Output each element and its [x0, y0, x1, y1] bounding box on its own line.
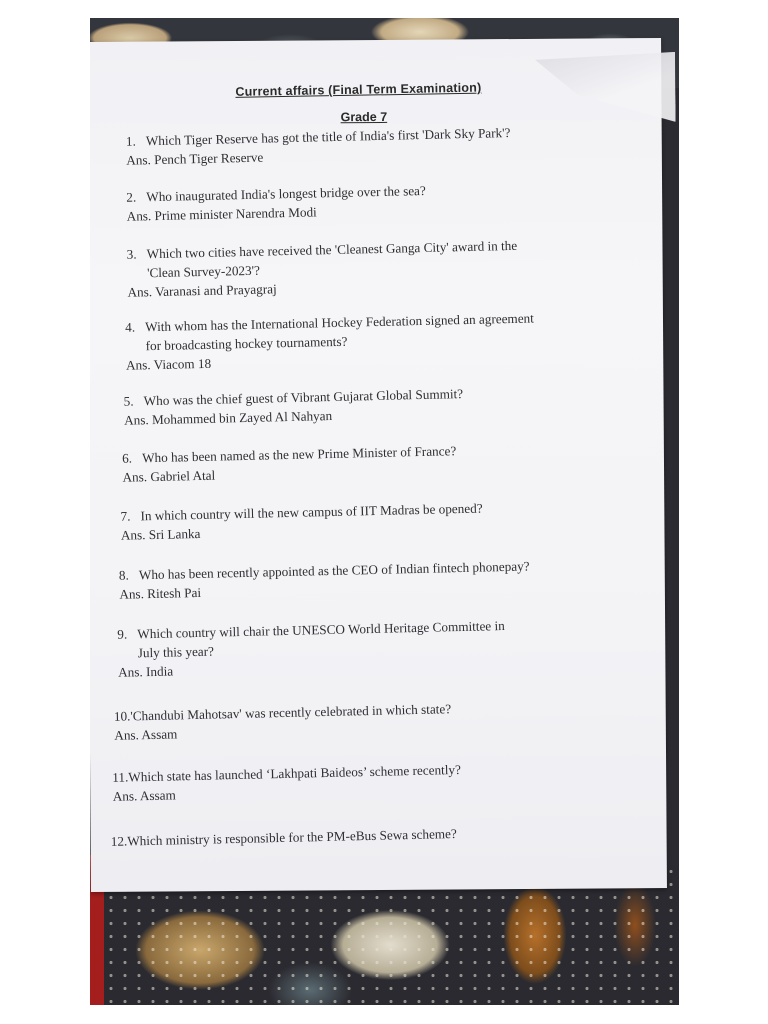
question-text: Which country will chair the UNESCO World Heritage Committee in [137, 618, 505, 642]
question-number: 1. [125, 133, 136, 149]
answer-text: Ans. Prime minister Narendra Modi [126, 204, 317, 224]
question-number: 3. [126, 246, 137, 262]
question-number: 8. [118, 567, 129, 583]
answer-text: Ans. Viacom 18 [125, 355, 212, 373]
question-number: 11. [112, 769, 129, 785]
question-text: Who has been recently appointed as the CEO of Indian fintech phonepay? [138, 558, 530, 583]
answer-text: Ans. Gabriel Atal [122, 467, 216, 485]
question-text: Who was the chief guest of Vibrant Gujarat Global Summit? [143, 386, 464, 409]
answer-text: Ans. India [118, 663, 174, 680]
question-number: 5. [123, 393, 134, 409]
question-text: Which Tiger Reserve has got the title of India's first 'Dark Sky Park'? [145, 125, 511, 149]
question [111, 824, 457, 851]
answer-text: Ans. Assam [112, 787, 176, 804]
qa-item-5 [123, 384, 463, 430]
qa-item-8 [119, 556, 530, 603]
qa-item-4 [125, 308, 535, 374]
document-photo [90, 18, 679, 1005]
grade-label: Grade 7 [340, 109, 388, 125]
question-number: 7. [120, 508, 131, 524]
question-text: With whom has the International Hockey Federation signed an agreement [145, 310, 534, 335]
question-text: Who has been named as the new Prime Minister of France? [141, 443, 457, 466]
question-number: 9. [117, 626, 128, 642]
answer-text: Ans. Sri Lanka [120, 525, 201, 543]
question-number: 12. [110, 833, 128, 849]
question-text: Which two cities have received the 'Cleanest Ganga City' award in the [146, 237, 518, 262]
qa-item-9 [117, 616, 506, 682]
question-number: 6. [121, 450, 133, 466]
question-number: 10. [113, 708, 131, 724]
answer-text: Ans. Mohammed bin Zayed Al Nahyan [123, 408, 333, 428]
question-text: In which country will the new campus of IIT Madras be opened? [140, 500, 483, 524]
question-continuation: July this year? [137, 643, 215, 661]
question-continuation: for broadcasting hockey tournaments? [145, 333, 348, 354]
qa-item-2 [126, 181, 426, 226]
answer-text: Ans. Varanasi and Prayagraj [127, 281, 277, 300]
qa-item-7 [120, 499, 483, 545]
qa-item-3 [126, 236, 518, 302]
answer-text: Ans. Pench Tiger Reserve [126, 149, 264, 168]
question-number: 2. [126, 189, 137, 205]
answer-text: Ans. Assam [114, 726, 178, 743]
qa-item-12 [111, 824, 457, 851]
question-text: Who inaugurated India's longest bridge over the sea? [146, 182, 426, 205]
exam-header-title: Current affairs (Final Term Examination) [235, 80, 482, 99]
question-text: Which state has launched ‘Lakhpati Baideos’ scheme recently? [128, 761, 462, 785]
question-continuation: 'Clean Survey-2023'? [146, 262, 261, 281]
question-text: 'Chandubi Mahotsav' was recently celebrated in which state? [130, 701, 452, 724]
exam-paper [90, 38, 667, 892]
qa-item-1 [126, 123, 511, 170]
qa-item-6 [122, 441, 457, 487]
answer-text: Ans. Ritesh Pai [119, 584, 202, 602]
qa-item-10 [114, 699, 452, 745]
qa-item-11 [112, 760, 461, 806]
question-text: Which ministry is responsible for the PM-eBus Sewa scheme? [127, 826, 457, 849]
question-number: 4. [125, 319, 136, 335]
